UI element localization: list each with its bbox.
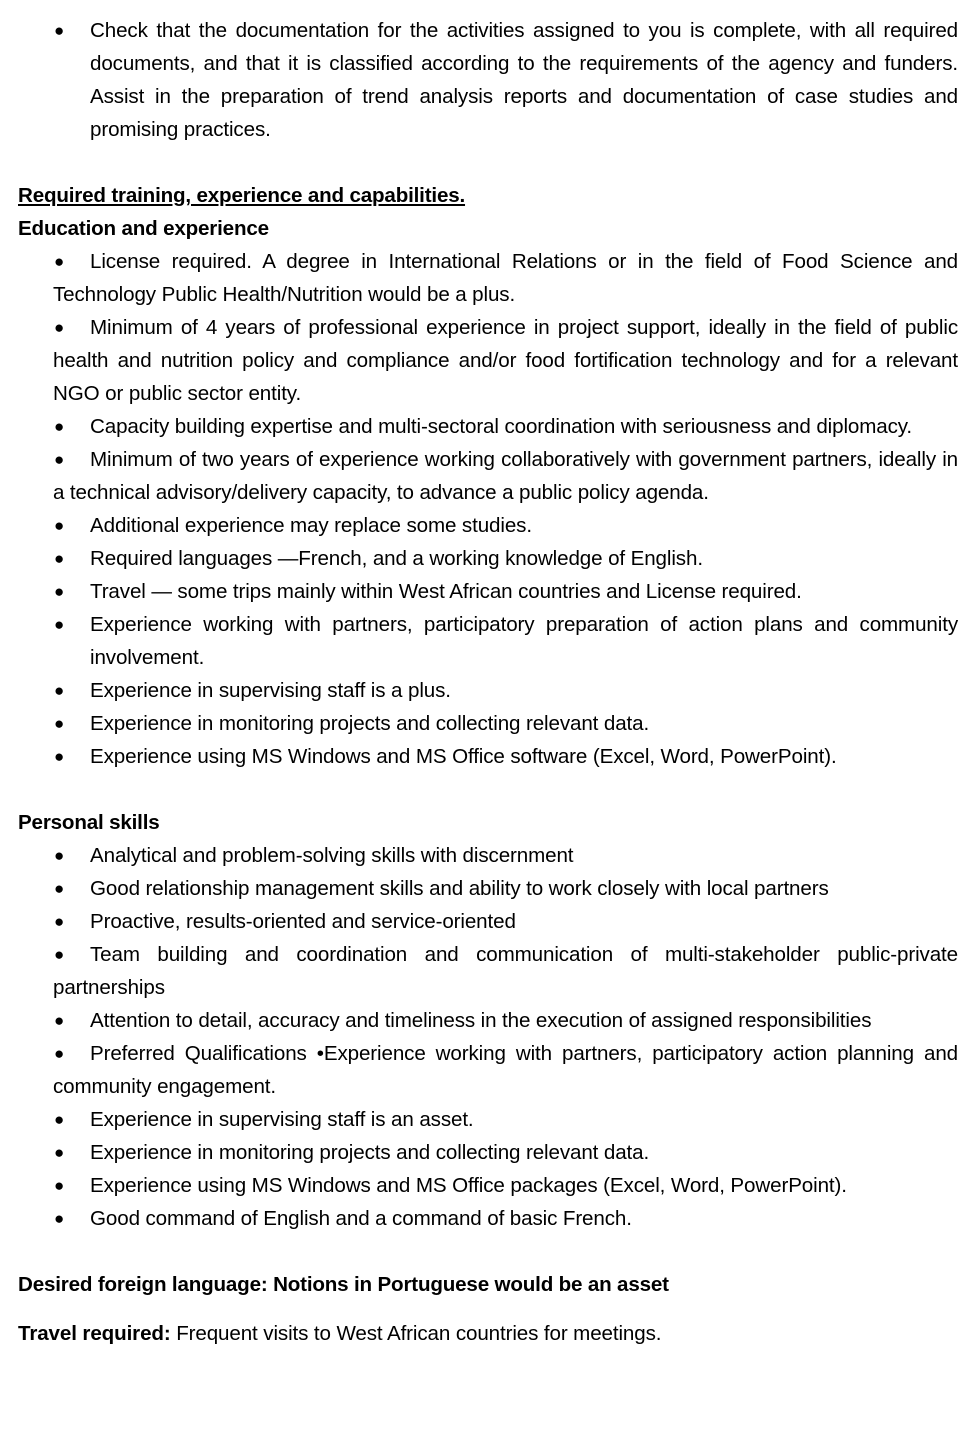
bullet-icon: ● [54,318,65,337]
list-item-text: Experience in monitoring projects and collecting relevant data. [90,1141,650,1164]
bullet-icon: ● [54,912,65,931]
list-item [18,311,958,410]
list-item-text: Minimum of 4 years of professional experience in project support, ideally in the field of public health and nutrition policy and compliance and/or food fortification technology and for a relevant NGO or public sector entity. [53,316,958,405]
section-spacer [18,146,958,179]
list-item-text: Experience working with partners, participatory preparation of action plans and community involvement. [90,613,958,669]
bullet-icon: ● [54,945,65,964]
list-item [18,410,958,443]
bullet-icon: ● [54,1176,65,1195]
travel-required-label: Travel required: [18,1322,171,1345]
list-item [18,707,958,740]
list-item-text: Additional experience may replace some studies. [90,514,532,537]
list-item-text: License required. A degree in International Relations or in the field of Food Science and Technology Public Health/Nutrition would be a plus. [53,250,958,306]
bullet-icon: ● [54,1044,65,1063]
bullet-icon: ● [54,582,65,601]
bullet-icon: ● [54,1209,65,1228]
section-heading-required-training: Required training, experience and capabilities. [18,184,466,207]
bullet-icon: ● [54,417,65,436]
section-subheading-education: Education and experience [18,217,269,240]
education-experience-list [18,245,958,773]
bullet-icon: ● [54,450,65,469]
list-item [18,1202,958,1235]
list-item-text: Team building and coordination and communication of multi-stakeholder public-private partnerships [53,943,958,999]
list-item-text: Proactive, results-oriented and service-oriented [90,910,516,933]
list-item [18,1103,958,1136]
bullet-icon: ● [54,747,65,766]
bullet-icon: ● [54,714,65,733]
bullet-icon: ● [54,516,65,535]
desired-foreign-language-line: Desired foreign language: Notions in Portuguese would be an asset [18,1273,669,1296]
list-item-text: Analytical and problem-solving skills with discernment [90,844,574,867]
bullet-icon: ● [54,681,65,700]
list-item-text: Good command of English and a command of basic French. [90,1207,632,1230]
intro-bullet-list [18,14,958,146]
bullet-icon: ● [54,1143,65,1162]
bullet-icon: ● [54,252,65,271]
list-item [18,245,958,311]
bullet-icon: ● [54,846,65,865]
list-item [18,674,958,707]
section-spacer [18,1235,958,1268]
list-item-text: Experience using MS Windows and MS Office packages (Excel, Word, PowerPoint). [90,1174,847,1197]
list-item [18,938,958,1004]
list-item [18,608,958,674]
list-item [18,542,958,575]
footer-spacer [18,1301,958,1317]
list-item-text: Experience in supervising staff is an asset. [90,1108,474,1131]
list-item [18,14,958,146]
list-item-text: Capacity building expertise and multi-sectoral coordination with seriousness and diplomacy. [90,415,913,438]
list-item [18,1136,958,1169]
list-item [18,509,958,542]
section-spacer [18,773,958,806]
list-item [18,1037,958,1103]
list-item [18,575,958,608]
list-item-text: Experience in supervising staff is a plus. [90,679,451,702]
bullet-icon: ● [54,615,65,634]
list-item [18,443,958,509]
list-item-text: Attention to detail, accuracy and timeliness in the execution of assigned responsibilities [90,1009,872,1032]
list-item [18,905,958,938]
bullet-icon: ● [54,879,65,898]
bullet-icon: ● [54,1011,65,1030]
personal-skills-list [18,839,958,1235]
list-item [18,1004,958,1037]
list-item [18,1169,958,1202]
list-item-text: Preferred Qualifications •Experience working with partners, participatory action planning and community engagement. [53,1042,958,1098]
list-item-text: Travel — some trips mainly within West African countries and License required. [90,580,802,603]
travel-required-line [18,1317,958,1350]
list-item-text: Minimum of two years of experience working collaboratively with government partners, ideally in a technical advisory/delivery capacity, to advance a public policy agenda. [53,448,958,504]
list-item-text: Good relationship management skills and ability to work closely with local partners [90,877,829,900]
list-item [18,839,958,872]
bullet-icon: ● [54,1110,65,1129]
list-item-text: Experience in monitoring projects and collecting relevant data. [90,712,650,735]
list-item-text: Check that the documentation for the activities assigned to you is complete, with all required documents, and that it is classified according to the requirements of the agency and funders. Assist in the preparation of trend analysis reports and documentation of case studies and promising practices. [90,19,958,141]
section-heading-personal-skills: Personal skills [18,811,160,834]
list-item-text: Required languages —French, and a working knowledge of English. [90,547,703,570]
list-item-text: Experience using MS Windows and MS Office software (Excel, Word, PowerPoint). [90,745,837,768]
travel-required-value: Frequent visits to West African countries for meetings. [170,1322,662,1345]
list-item [18,740,958,773]
bullet-icon: ● [54,21,65,40]
list-item [18,872,958,905]
bullet-icon: ● [54,549,65,568]
